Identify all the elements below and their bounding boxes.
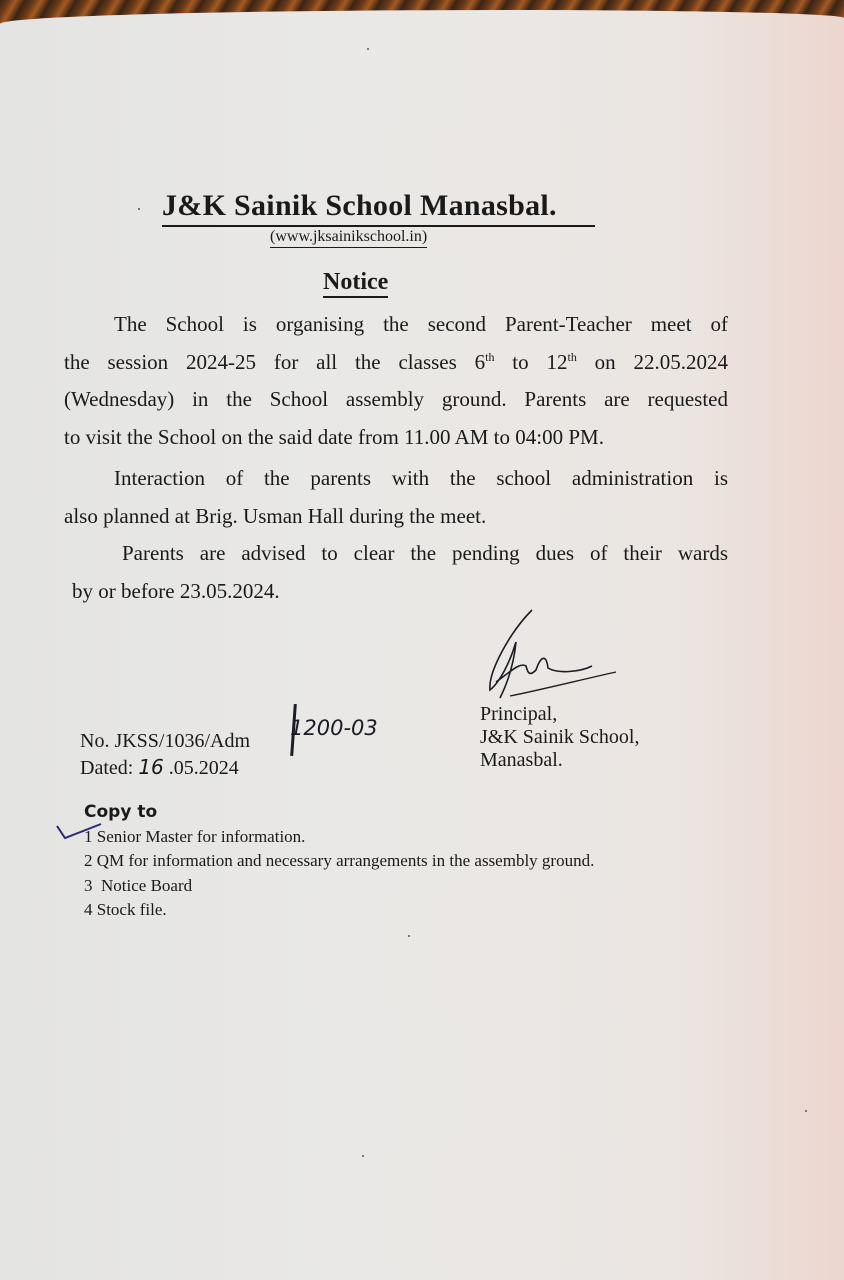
text-segment: to 12	[494, 349, 568, 374]
paragraph-line: by or before 23.05.2024.	[72, 578, 280, 603]
dated-rest: .05.2024	[168, 757, 239, 779]
reference-number	[80, 728, 250, 754]
paper-speck	[362, 1155, 364, 1157]
dated-label: Dated:	[80, 757, 134, 779]
copy-to-title: Copy to	[84, 802, 158, 822]
handwritten-reference-number: 1200-03	[290, 716, 378, 740]
paragraph-line: also planned at Brig. Usman Hall during the meet.	[64, 503, 487, 528]
signatory-title: Principal,	[480, 703, 558, 725]
paragraph-line: (Wednesday) in the School assembly ground. Parents are requested	[64, 387, 728, 411]
reference-prefix: No. JKSS/1036/Adm	[80, 730, 251, 752]
notice-paper	[0, 10, 844, 1280]
notice-title: Notice	[323, 268, 388, 298]
notice-paragraph-3	[64, 535, 728, 610]
paper-speck	[138, 208, 140, 210]
reference-block	[80, 728, 250, 781]
signatory-place: Manasbal.	[480, 749, 563, 771]
principal-signature	[470, 602, 630, 702]
signatory-org: J&K Sainik School,	[480, 726, 640, 748]
paragraph-line: to visit the School on the said date from 11.00 AM to 04:00 PM.	[64, 424, 604, 449]
school-website: (www.jksainikschool.in)	[270, 227, 427, 248]
text-segment: on 22.05.2024	[576, 349, 728, 374]
paper-speck	[367, 48, 369, 50]
paper-speck	[408, 935, 410, 937]
school-name-heading: J&K Sainik School Manasbal.	[162, 187, 595, 227]
checkmark-icon	[55, 822, 125, 846]
paragraph-line	[64, 344, 728, 382]
paragraph-line: The School is organising the second Parent-Teacher meet of	[114, 312, 728, 336]
copy-to-item: 3 Notice Board	[84, 875, 193, 895]
notice-paragraph-2	[64, 460, 728, 535]
superscript: th	[485, 349, 495, 364]
copy-to-item: 2 QM for information and necessary arrangements in the assembly ground.	[84, 851, 595, 870]
notice-paragraph-1	[64, 306, 728, 456]
paragraph-line: Interaction of the parents with the school administration is	[114, 466, 728, 490]
copy-to-block	[84, 800, 594, 923]
paragraph-line: Parents are advised to clear the pending dues of their wards	[122, 541, 728, 565]
copy-to-item: 4 Stock file.	[84, 900, 167, 919]
copy-to-item: 1 Senior Master for information.	[84, 826, 306, 846]
paper-speck	[805, 1110, 807, 1112]
text-segment: the session 2024-25 for all the classes 6	[64, 349, 486, 374]
signatory-block	[480, 703, 639, 772]
reference-date	[80, 754, 250, 781]
superscript: th	[567, 349, 577, 364]
handwritten-day: 16	[138, 755, 164, 779]
